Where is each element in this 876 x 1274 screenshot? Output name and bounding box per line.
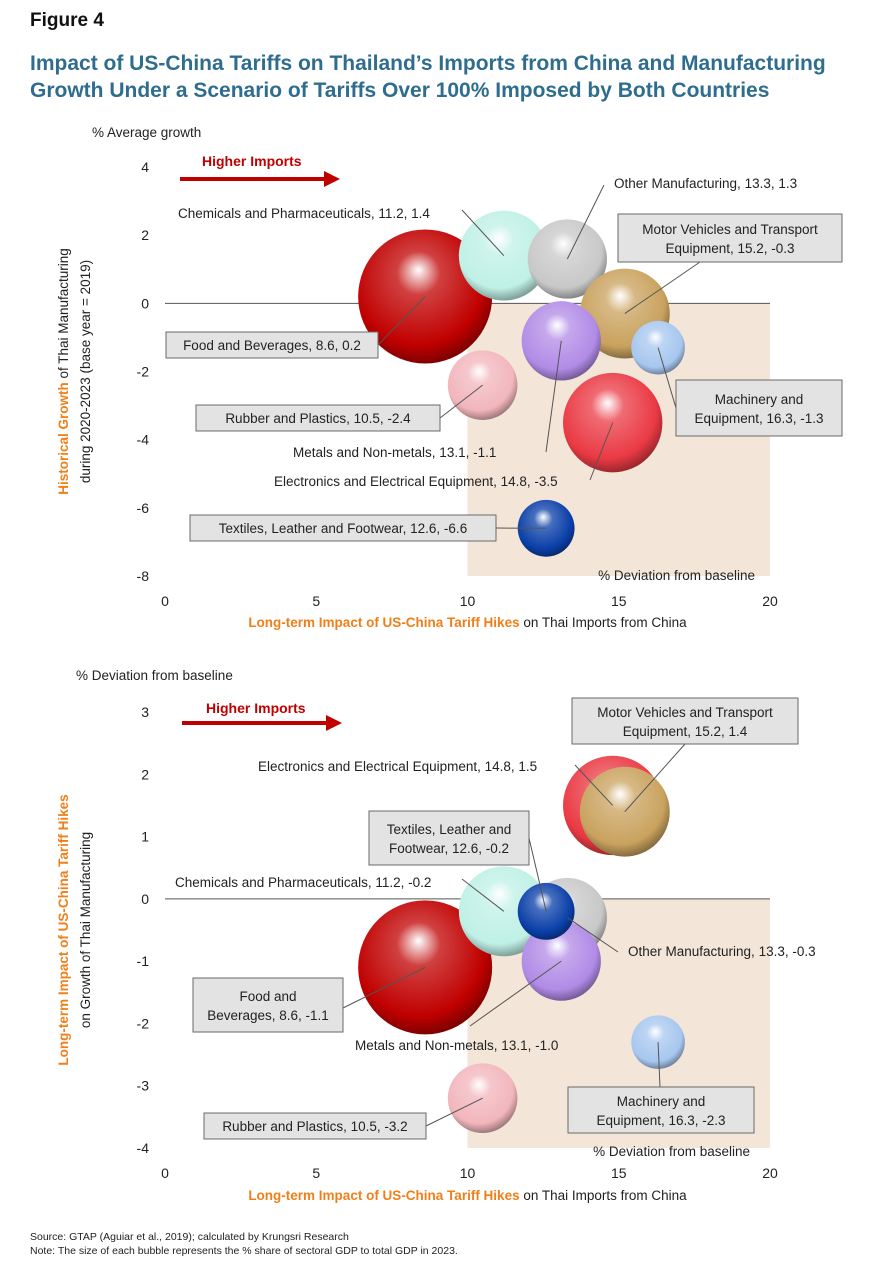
bubble-chart-long-term-impact [0, 650, 876, 1210]
y-axis-label-highlight: Long-term Impact of US-China Tariff Hikes [56, 794, 71, 1066]
x-tick-label: 0 [161, 1165, 169, 1181]
arrow-label: Higher Imports [202, 153, 302, 169]
unit-label: % Deviation from baseline [76, 668, 233, 683]
data-label-electronics-and-electrical-equipment: Electronics and Electrical Equipment, 14.8, 1.5 [258, 759, 538, 774]
figure-label: Figure 4 [30, 10, 104, 31]
data-label-rubber-and-plastics: Rubber and Plastics, 10.5, -3.2 [222, 1119, 408, 1134]
x-tick-label: 10 [459, 1165, 476, 1181]
data-label-machinery-and-equipment: Machinery and [616, 1094, 706, 1109]
bubble-rubber-and-plastics [448, 350, 518, 420]
data-label-textiles-leather-and-footwear: Textiles, Leather and [386, 822, 512, 837]
data-label-metals-and-non-metals: Metals and Non-metals, 13.1, -1.0 [355, 1038, 559, 1053]
callout-box [676, 380, 842, 436]
x-tick-label: 5 [312, 1165, 321, 1181]
bubble-chart-historical-growth [0, 110, 876, 640]
source-text: Source: GTAP (Aguiar et al., 2019); calculated by Krungsri Research [30, 1231, 349, 1243]
x-tick-label: 5 [312, 593, 321, 609]
x-tick-label: 15 [610, 1165, 627, 1181]
y-axis-label-line2: during 2020-2023 (base year = 2019) [78, 259, 93, 484]
data-label-machinery-and-equipment: Machinery and [714, 392, 804, 407]
y-tick-label: -6 [136, 499, 149, 516]
x-tick-label: 0 [161, 593, 169, 609]
shaded-region-label: % Deviation from baseline [593, 1144, 750, 1159]
bubble-metals-and-non-metals [522, 301, 601, 380]
x-axis-label [248, 1188, 687, 1203]
x-axis-label [248, 615, 687, 630]
arrow-label: Higher Imports [206, 700, 306, 716]
y-tick-label: 4 [141, 159, 149, 175]
y-axis-label-rest: of Thai Manufacturing [56, 248, 71, 383]
y-axis-label [56, 794, 71, 1065]
data-label-rubber-and-plastics: Rubber and Plastics, 10.5, -2.4 [225, 411, 411, 426]
data-label-food-and-beverages: Beverages, 8.6, -1.1 [207, 1008, 329, 1023]
y-tick-label: -8 [136, 568, 149, 584]
x-axis-label-rest: on Thai Imports from China [519, 1188, 687, 1203]
data-label-motor-vehicles-and-transport-equipment: Motor Vehicles and Transport [597, 705, 773, 720]
shaded-region-label: % Deviation from baseline [598, 568, 755, 583]
callout-box [193, 978, 343, 1032]
data-label-electronics-and-electrical-equipment: Electronics and Electrical Equipment, 14.8, -3.5 [274, 474, 558, 489]
data-label-motor-vehicles-and-transport-equipment: Motor Vehicles and Transport [642, 222, 818, 237]
data-label-other-manufacturing: Other Manufacturing, 13.3, -0.3 [628, 944, 816, 959]
y-tick-label: 2 [141, 766, 149, 783]
callout-box [369, 811, 529, 865]
arrow-head-icon [324, 171, 340, 187]
data-label-textiles-leather-and-footwear: Textiles, Leather and Footwear, 12.6, -6.6 [218, 521, 468, 536]
data-label-motor-vehicles-and-transport-equipment: Equipment, 15.2, 1.4 [622, 724, 748, 739]
bubble-textiles-leather-and-footwear [518, 883, 575, 940]
arrow-head-icon [326, 715, 342, 731]
y-tick-label: -1 [136, 953, 149, 970]
x-tick-label: 20 [762, 593, 778, 609]
x-tick-label: 15 [610, 593, 627, 609]
data-label-other-manufacturing: Other Manufacturing, 13.3, 1.3 [614, 176, 798, 191]
y-tick-label: 2 [141, 227, 149, 244]
data-label-chemicals-and-pharmaceuticals: Chemicals and Pharmaceuticals, 11.2, 1.4 [178, 206, 430, 221]
y-tick-label: -2 [136, 1015, 149, 1032]
y-axis-label [56, 248, 71, 495]
source-notes [30, 1230, 458, 1258]
data-label-machinery-and-equipment: Equipment, 16.3, -2.3 [596, 1113, 726, 1128]
x-axis-label-highlight: Long-term Impact of US-China Tariff Hikes [248, 1188, 520, 1203]
x-axis-label-rest: on Thai Imports from China [519, 615, 687, 630]
x-axis-label-highlight: Long-term Impact of US-China Tariff Hikes [248, 615, 520, 630]
y-tick-label: -2 [136, 363, 149, 380]
data-label-chemicals-and-pharmaceuticals: Chemicals and Pharmaceuticals, 11.2, -0.2 [175, 875, 432, 890]
figure-title: Impact of US-China Tariffs on Thailand’s Imports from China and Manufacturing Growth Under a Scenario of Tariffs Over 100% Imposed by Both Countries [30, 52, 826, 102]
y-tick-label: 0 [141, 295, 149, 312]
x-tick-label: 20 [762, 1165, 778, 1181]
y-axis-label-line2: on Growth of Thai Manufacturing [78, 831, 93, 1029]
y-tick-label: 1 [141, 828, 149, 845]
unit-label: % Average growth [92, 125, 202, 140]
data-label-machinery-and-equipment: Equipment, 16.3, -1.3 [694, 411, 824, 426]
y-axis-label-highlight: Historical Growth [56, 382, 71, 495]
y-tick-label: 3 [141, 704, 149, 720]
data-label-food-and-beverages: Food and Beverages, 8.6, 0.2 [183, 338, 361, 353]
data-label-food-and-beverages: Food and [239, 989, 297, 1004]
bubble-rubber-and-plastics [448, 1063, 518, 1133]
data-label-motor-vehicles-and-transport-equipment: Equipment, 15.2, -0.3 [665, 241, 795, 256]
x-tick-label: 10 [459, 593, 476, 609]
y-tick-label: -3 [136, 1077, 149, 1094]
y-tick-label: -4 [136, 431, 149, 448]
y-tick-label: 0 [141, 890, 149, 907]
y-tick-label: -4 [136, 1140, 149, 1156]
data-label-textiles-leather-and-footwear: Footwear, 12.6, -0.2 [388, 841, 510, 856]
bubble-machinery-and-equipment [631, 1015, 685, 1069]
note-text: Note: The size of each bubble represents the % share of sectoral GDP to total GDP in 2023. [30, 1245, 458, 1257]
data-label-metals-and-non-metals: Metals and Non-metals, 13.1, -1.1 [293, 445, 497, 460]
